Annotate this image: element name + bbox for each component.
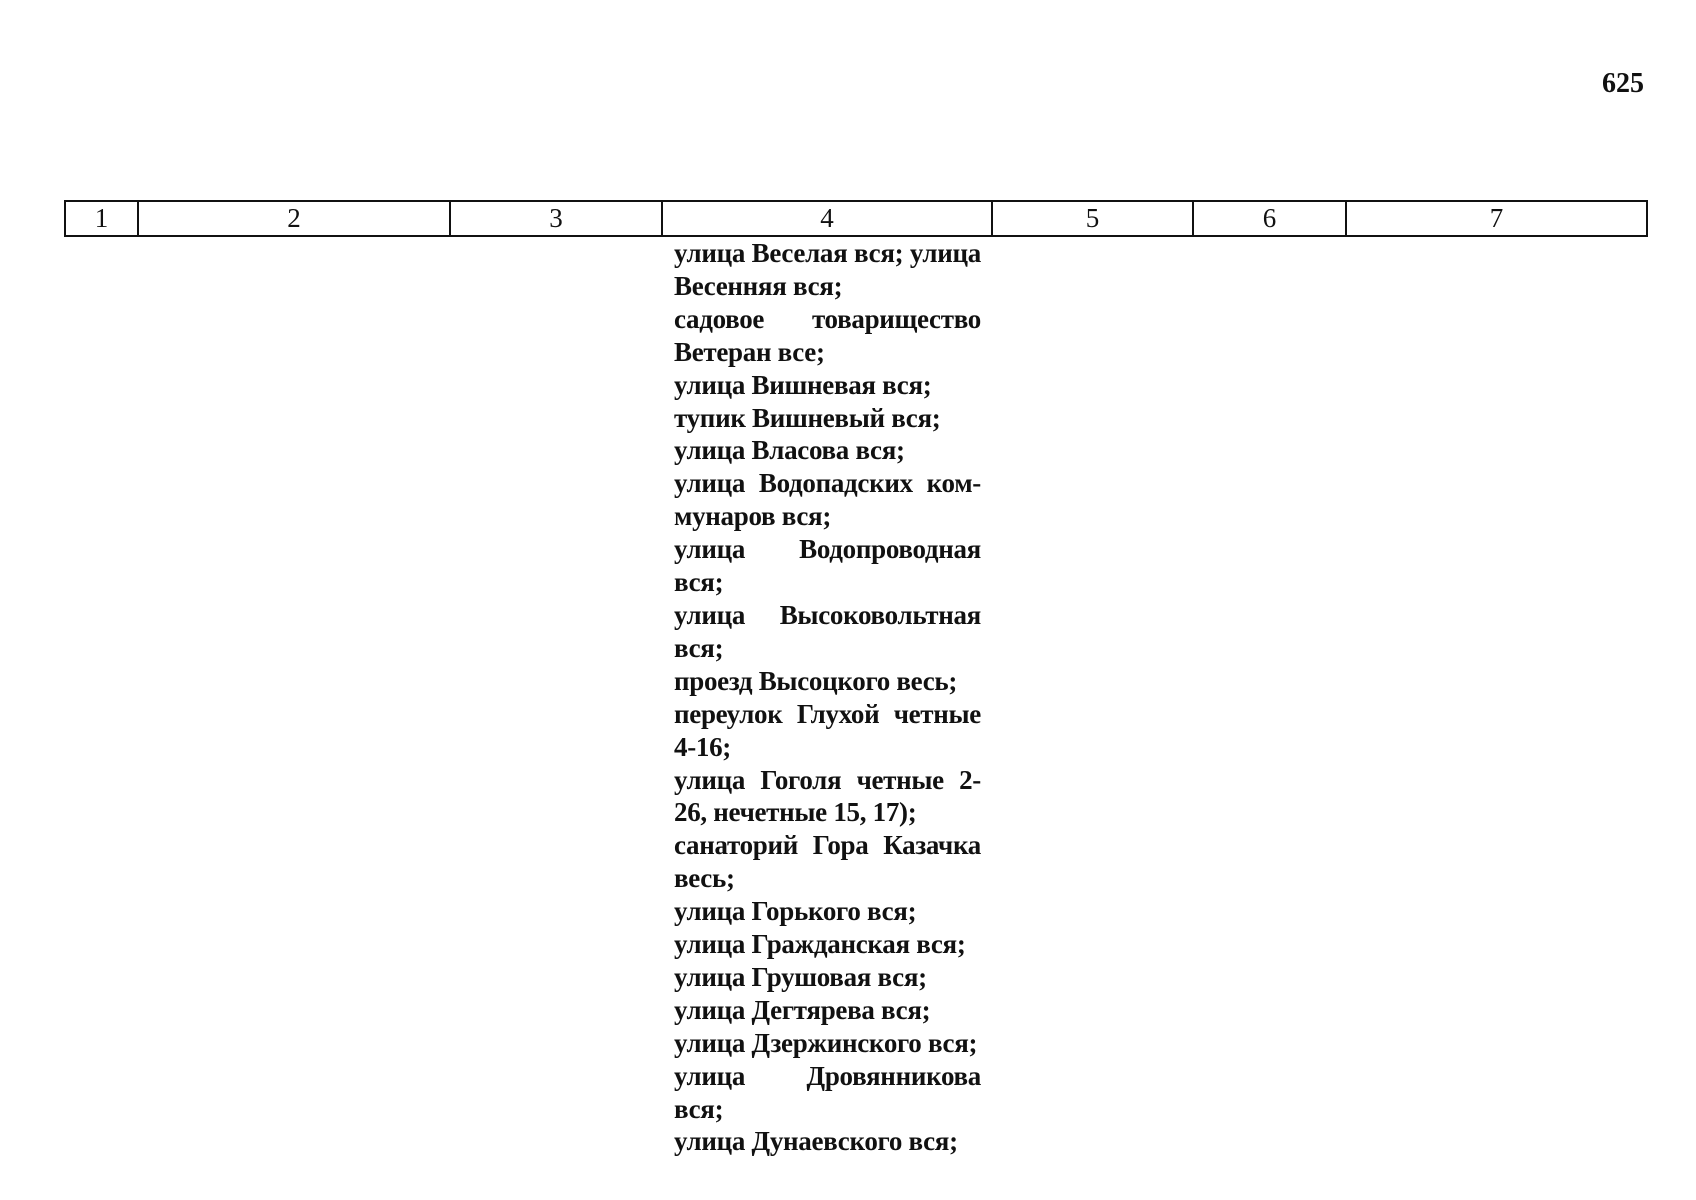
street-entry: проезд Высоцкого весь; (674, 665, 958, 696)
column-number-4: 4 (662, 201, 992, 236)
street-entry: улица Дзержинского вся; (674, 1027, 978, 1058)
column-number-6: 6 (1193, 201, 1346, 236)
street-entry: улица Водопроводная вся; (674, 534, 981, 598)
column-number-7: 7 (1346, 201, 1647, 236)
header-row (65, 201, 1647, 236)
street-entry: улица Веселая вся; улица Весенняя вся; (674, 238, 981, 301)
street-entry: улица Власова вся; (674, 435, 905, 466)
page-number: 625 (1602, 68, 1644, 99)
column-number-header (64, 200, 1648, 237)
street-entry: улица Дунаевского вся; (674, 1126, 958, 1157)
column-number-2: 2 (138, 201, 450, 236)
street-entry: улица Дегтярева вся; (674, 994, 931, 1025)
street-entry: улица Грушовая вся; (674, 961, 927, 992)
column-number-1: 1 (65, 201, 138, 236)
street-entry: улица Гражданская вся; (674, 929, 966, 960)
street-entry: улица Вишневая вся; (674, 369, 932, 400)
street-entry: улица Водопадских ком-мунаров вся; (674, 468, 981, 532)
street-entry: улица Гоголя четные 2-26, нечетные 15, 17); (674, 764, 981, 828)
column-4-street-list (674, 237, 981, 1158)
street-entry: улица Горького вся; (674, 896, 917, 927)
street-entry: тупик Вишневый вся; (674, 402, 941, 433)
column-number-3: 3 (450, 201, 662, 236)
street-entry: улица Дровянникова вся; (674, 1060, 981, 1124)
street-entry: санаторий Гора Казачка весь; (674, 830, 981, 894)
street-entry: улица Высоковольтная вся; (674, 599, 981, 663)
street-entry: переулок Глухой четные 4-16; (674, 698, 981, 762)
street-entry: садовое товарищество Ветеран все; (674, 303, 981, 367)
column-number-5: 5 (992, 201, 1193, 236)
